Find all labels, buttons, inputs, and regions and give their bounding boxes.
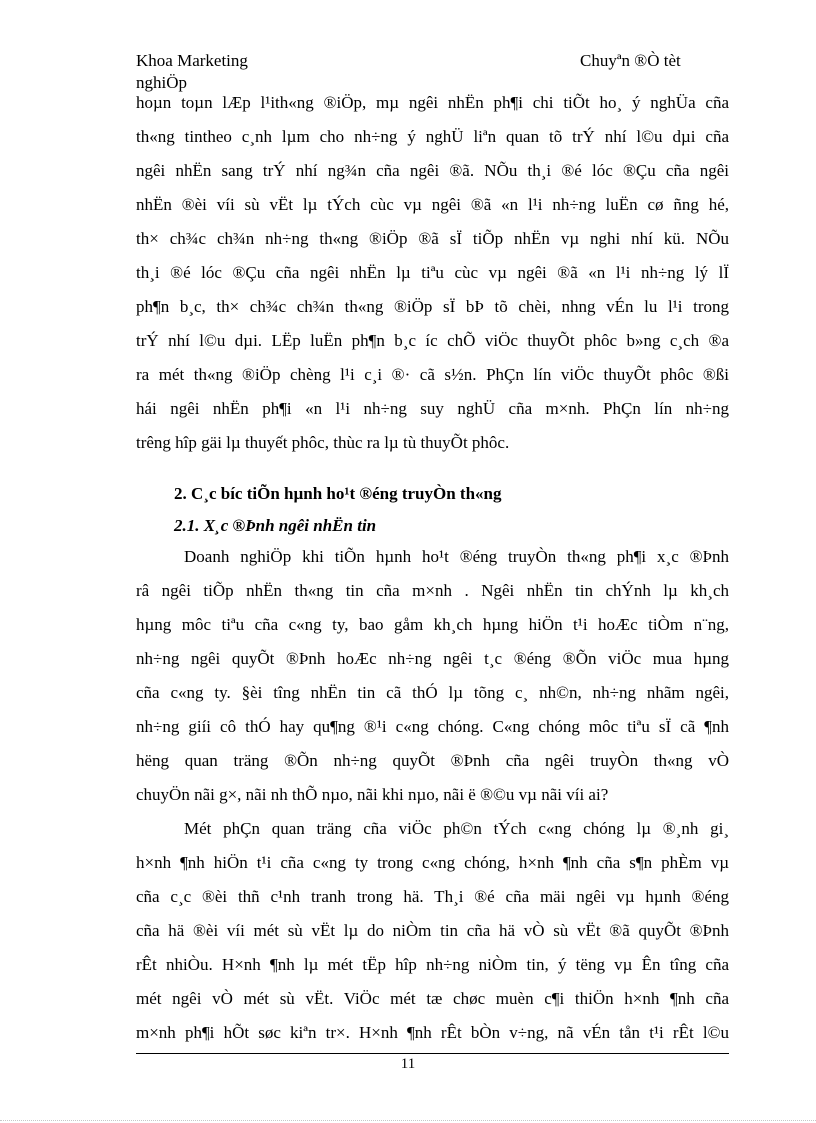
text-line: rÊt nhiÒu. H×nh ¶nh lµ mét tËp hîp nh÷ng niÒm tin, ý tëng vµ Ên tîng cña [136,955,729,974]
paragraph-3 [136,812,729,1050]
text-line: th«ng tintheo c¸nh lµm cho nh÷ng ý nghÜ liªn quan tõ trÝ nhí l©u dµi cña [136,127,729,146]
header-department: Khoa Marketing [136,51,248,70]
text-line: ph¶n b¸c, th× ch¾c ch¾n th«ng ®iÖp sÏ bÞ tõ chèi, nhng vÉn lu l¹i trong [136,297,729,316]
paragraph-2 [136,540,729,812]
text-line: cña hä ®èi víi mét sù vËt lµ do niÒm tin cña hä vÒ sù vËt ®ã quyÕt ®Þnh [136,921,729,940]
text-line: mét ngêi vÒ mét sù vËt. ViÖc mét tæ chøc muèn c¶i thiÖn h×nh ¶nh cña [136,989,729,1008]
section-heading: 2. C¸c bíc tiÕn hµnh ho¹t ®éng truyÒn th«ng [174,484,502,503]
page-edge-divider [0,1120,816,1121]
text-line: cña c«ng ty. §èi tîng nhËn tin cã thÓ lµ tõng c¸ nh©n, nh÷ng nhãm ngêi, [136,683,729,702]
subsection-heading: 2.1. X¸c ®Þnh ngêi nhËn tin [174,516,377,535]
text-line: m×nh ph¶i hÕt søc kiªn tr×. H×nh ¶nh rÊt bÒn v÷ng, nã vÉn tån t¹i rÊt l©u [136,1023,729,1042]
text-line: chuyÖn nãi g×, nãi nh thÕ nµo, nãi khi nµo, nãi ë ®©u vµ nãi víi ai? [136,785,609,804]
text-line: nh÷ng ngêi quyÕt ®Þnh hoÆc nh÷ng ngêi t¸c ®éng ®Õn viÖc mua hµng [136,649,729,668]
text-line: Mét phÇn quan träng cña viÖc ph©n tÝch c«ng chóng lµ ®¸nh gi¸ [184,819,729,838]
paragraph-1 [136,86,729,460]
text-line: th× ch¾c ch¾n nh÷ng th«ng ®iÖp ®ã sÏ tiÕp nhËn vµ nghi nhí kü. NÕu [136,229,729,248]
text-line: h×nh ¶nh hiÖn t¹i cña c«ng ty trong c«ng chóng, h×nh ¶nh cña s¶n phÈm vµ [136,853,729,872]
text-line: th¸i ®é lóc ®Çu cña ngêi nhËn lµ tiªu cùc vµ ngêi ®ã «n l¹i nh÷ng lý lÏ [136,263,729,282]
text-line: trêng hîp gäi lµ thuyết phôc, thùc ra lµ tù thuyÕt phôc. [136,433,510,452]
text-line: nhËn ®èi víi sù vËt lµ tÝch cùc vµ ngêi ®ã «n l¹i nh÷ng luËn cø ñng hé, [136,195,729,214]
header-department-cont: nghiÖp [136,73,187,92]
text-line: cña c¸c ®èi thñ c¹nh tranh trong hä. Th¸i ®é cña mäi ngêi vµ hµnh ®éng [136,887,729,906]
text-line: Doanh nghiÖp khi tiÕn hµnh ho¹t ®éng truyÒn th«ng ph¶i x¸c ®Þnh [184,547,729,566]
text-line: ra mét th«ng ®iÖp chèng l¹i c¸i ®· cã s½n. PhÇn lín viÖc thuyÕt phôc ®ßi [136,365,729,384]
text-line: hëng quan träng ®Õn nh÷ng quyÕt ®Þnh cña ngêi truyÒn th«ng vÒ [136,751,729,770]
text-line: nh÷ng giíi cô thÓ hay qu¶ng ®¹i c«ng chóng. C«ng chóng môc tiªu sÏ cã ¶nh [136,717,729,736]
text-line: hµng môc tiªu cña c«ng ty, bao gåm kh¸ch hµng hiÖn t¹i hoÆc tiÒm n¨ng, [136,615,729,634]
text-line: ngêi nhËn sang trÝ nhí ng¾n cña ngêi ®ã. NÕu th¸i ®é lóc ®Çu cña ngêi [136,161,729,180]
header-right: Chuyªn ®Ò tèt [580,51,681,70]
text-line: trÝ nhí l©u dµi. LËp luËn ph¶n b¸c íc chÕ viÖc thuyÕt phôc b»ng c¸ch ®a [136,331,729,350]
text-line: hoµn toµn lÆp l¹ith«ng ®iÖp, mµ ngêi nhËn ph¶i chi tiÕt ho¸ ý nghÜa cña [136,93,729,112]
footer-divider [136,1053,729,1054]
text-line: hái ngêi nhËn ph¶i «n l¹i nh÷ng suy nghÜ cña m×nh. PhÇn lín nh÷ng [136,399,729,418]
text-line: râ ngêi tiÕp nhËn th«ng tin cña m×nh . Ngêi nhËn tin chÝnh lµ kh¸ch [136,581,729,600]
page-number: 11 [400,1056,416,1072]
